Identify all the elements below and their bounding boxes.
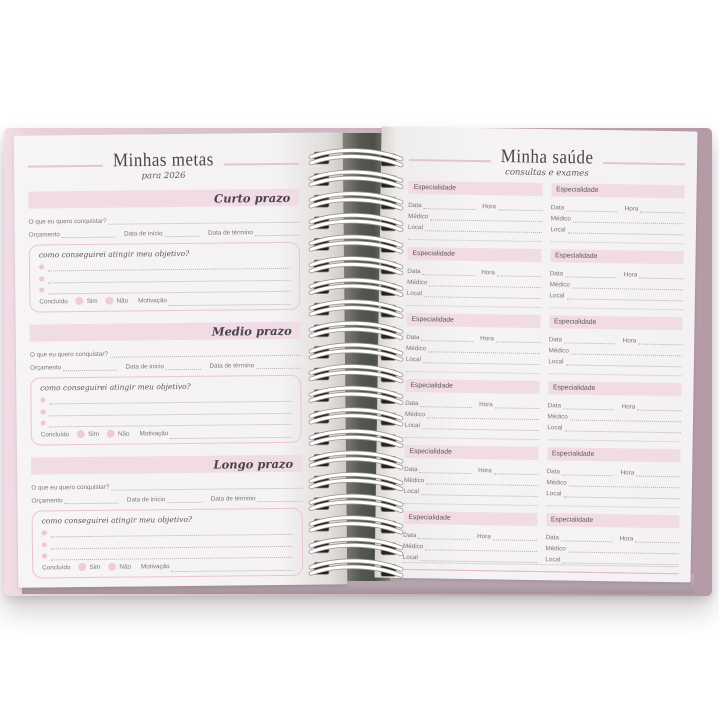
- goal-dates-row: [30, 358, 301, 372]
- time-label: Hora: [619, 535, 634, 543]
- time-label: Hora: [481, 269, 495, 277]
- card-separator-line: [550, 233, 684, 244]
- date-label: Data: [550, 204, 565, 212]
- place-label: Local: [546, 490, 562, 498]
- end-date-label: Data de término: [207, 229, 253, 237]
- no-label: Não: [119, 563, 131, 571]
- place-label: Local: [549, 292, 565, 300]
- date-label: Data: [546, 468, 561, 476]
- health-appointment-card: [549, 249, 683, 310]
- card-separator-line: [549, 299, 683, 310]
- end-date-writein-line: [256, 361, 301, 369]
- health-appointment-card: [404, 445, 538, 506]
- card-separator-line: [406, 363, 540, 374]
- health-appointment-card: [407, 247, 541, 308]
- right-page-title: Minha saúde: [500, 144, 594, 168]
- specialty-bar: [546, 513, 680, 528]
- goal-section: [30, 322, 302, 446]
- no-checkbox-circle-icon: [106, 297, 114, 305]
- specialty-label: Especialidade: [554, 252, 598, 260]
- date-label: Data: [545, 534, 559, 542]
- right-page-subtitle: consultas e exames: [505, 166, 589, 179]
- goal-section: [31, 455, 303, 579]
- doctor-label: Médico: [403, 476, 425, 485]
- goal-section: [28, 189, 300, 313]
- yes-checkbox-circle-icon: [77, 430, 85, 438]
- right-page-health: [374, 127, 697, 583]
- place-label: Local: [547, 424, 563, 432]
- goal-question-row: [28, 212, 299, 226]
- bullet-dot-icon: [40, 397, 45, 402]
- specialty-label: Especialidade: [413, 184, 456, 192]
- header-rule-right: [603, 162, 685, 165]
- motivation-writein-line: [169, 297, 291, 306]
- specialty-label: Especialidade: [409, 448, 452, 456]
- place-label: Local: [548, 358, 564, 366]
- goal-question-writein-line: [111, 481, 302, 491]
- goal-question-label: O que eu quero conquistar?: [28, 217, 107, 226]
- goal-section-bar: [30, 322, 301, 342]
- specialty-bar: [405, 379, 539, 394]
- date-label: Data: [404, 465, 418, 474]
- doctor-label: Médico: [547, 413, 568, 421]
- no-checkbox-circle-icon: [108, 563, 116, 571]
- health-cards-grid: [403, 181, 685, 574]
- doctor-label: Médico: [408, 212, 429, 221]
- bullet-dot-icon: [39, 276, 44, 281]
- end-date-label: Data de término: [210, 495, 256, 503]
- goal-question-writein-line: [109, 215, 300, 225]
- time-label: Hora: [477, 533, 491, 541]
- card-separator-line: [546, 497, 680, 508]
- motivation-writein-line: [170, 430, 292, 439]
- goal-question-writein-line: [110, 348, 301, 358]
- budget-writein-line: [65, 496, 119, 505]
- end-date-label: Data de término: [209, 362, 255, 370]
- date-label: Data: [406, 333, 420, 342]
- date-label: Data: [405, 399, 419, 408]
- budget-label: Orçamento: [28, 231, 60, 239]
- budget-label: Orçamento: [30, 364, 62, 372]
- start-date-writein-line: [167, 495, 202, 503]
- card-separator-line: [404, 495, 538, 506]
- end-date-writein-line: [258, 494, 303, 502]
- bullet-dot-icon: [39, 288, 44, 293]
- health-appointment-card: [405, 379, 539, 440]
- doctor-label: Médico: [407, 278, 428, 287]
- place-label: Local: [403, 487, 419, 496]
- date-label: Data: [403, 531, 417, 540]
- start-date-writein-line: [165, 229, 200, 237]
- goal-plan-box: [32, 508, 304, 579]
- no-label: Não: [117, 430, 130, 438]
- motivation-label: Motivação: [139, 429, 169, 437]
- specialty-label: Especialidade: [408, 514, 451, 522]
- goal-plan-box: [30, 375, 302, 446]
- goal-done-row: [41, 426, 292, 441]
- budget-writein-line: [63, 363, 117, 372]
- specialty-label: Especialidade: [552, 384, 596, 392]
- start-date-writein-line: [166, 362, 201, 370]
- goal-question-row: [30, 345, 301, 359]
- time-label: Hora: [623, 271, 638, 279]
- bullet-dot-icon: [42, 542, 47, 547]
- spiral-binding-icon: [298, 136, 414, 588]
- place-label: Local: [550, 226, 566, 234]
- motivation-writein-line: [172, 563, 294, 572]
- health-appointment-card: [548, 315, 682, 376]
- goal-done-row: [39, 293, 290, 308]
- motivation-label: Motivação: [140, 562, 170, 570]
- time-label: Hora: [478, 467, 492, 475]
- start-date-label: Data de início: [125, 363, 165, 371]
- goal-section-bar: [28, 189, 299, 209]
- time-label: Hora: [479, 401, 493, 409]
- specialty-label: Especialidade: [551, 450, 595, 458]
- yes-checkbox-circle-icon: [78, 563, 86, 571]
- goal-sections: [28, 189, 303, 579]
- footer-accent-line: [403, 569, 679, 574]
- specialty-label: Especialidade: [550, 516, 594, 524]
- motivation-label: Motivação: [138, 296, 167, 304]
- end-date-writein-line: [255, 228, 300, 236]
- doctor-label: Médico: [402, 542, 424, 551]
- bullet-dot-icon: [41, 409, 46, 414]
- date-label: Data: [408, 201, 422, 210]
- done-label: Concluído: [42, 563, 71, 571]
- place-label: Local: [404, 421, 420, 430]
- start-date-label: Data de início: [124, 230, 163, 238]
- goal-section-title: Longo prazo: [213, 456, 294, 472]
- done-label: Concluído: [40, 430, 70, 438]
- yes-checkbox-circle-icon: [76, 297, 84, 305]
- plan-question-label: como conseguirei atingir meu objetivo?: [40, 381, 191, 393]
- health-appointment-card: [550, 183, 684, 244]
- place-label: Local: [405, 355, 422, 364]
- specialty-bar: [403, 511, 537, 526]
- goal-section-title: Curto prazo: [213, 190, 291, 206]
- yes-label: Sim: [89, 563, 101, 571]
- card-separator-line: [408, 231, 542, 242]
- time-label: Hora: [624, 205, 639, 213]
- header-rule-left: [409, 159, 491, 162]
- specialty-bar: [406, 313, 540, 328]
- card-separator-line: [548, 365, 682, 376]
- card-separator-line: [407, 297, 541, 308]
- place-label: Local: [402, 553, 418, 562]
- date-label: Data: [548, 336, 563, 344]
- doctor-label: Médico: [550, 215, 571, 223]
- header-rule-right: [224, 163, 299, 166]
- bullet-dot-icon: [42, 530, 47, 535]
- place-label: Local: [406, 289, 423, 298]
- time-label: Hora: [620, 469, 635, 477]
- specialty-label: Especialidade: [556, 186, 599, 194]
- time-label: Hora: [621, 403, 636, 411]
- doctor-label: Médico: [546, 479, 567, 487]
- date-label: Data: [549, 270, 564, 278]
- place-label: Local: [545, 556, 561, 564]
- health-appointment-card: [406, 313, 540, 374]
- specialty-bar: [404, 445, 538, 460]
- start-date-label: Data de início: [126, 496, 166, 504]
- date-label: Data: [407, 267, 421, 276]
- no-checkbox-circle-icon: [107, 430, 115, 438]
- goal-dates-row: [31, 491, 302, 505]
- bullet-dot-icon: [41, 421, 46, 426]
- left-page-subtitle: para 2026: [141, 170, 186, 181]
- specialty-label: Especialidade: [412, 250, 455, 258]
- specialty-bar: [409, 181, 543, 196]
- goal-question-label: O que eu quero conquistar?: [29, 350, 109, 359]
- time-label: Hora: [622, 337, 637, 345]
- card-separator-line: [547, 431, 681, 442]
- doctor-label: Médico: [545, 545, 566, 553]
- health-appointment-card: [547, 381, 681, 442]
- health-appointment-card: [546, 447, 680, 508]
- header-rule-left: [28, 165, 103, 168]
- plan-question-label: como conseguirei atingir meu objetivo?: [38, 248, 190, 260]
- no-label: Não: [116, 297, 129, 305]
- yes-label: Sim: [88, 430, 100, 438]
- specialty-label: Especialidade: [410, 382, 453, 390]
- doctor-label: Médico: [549, 281, 570, 289]
- goal-dates-row: [29, 225, 300, 239]
- left-page-title: Minhas metas: [112, 147, 214, 171]
- time-label: Hora: [482, 203, 496, 211]
- budget-writein-line: [62, 230, 116, 239]
- date-label: Data: [547, 402, 562, 410]
- goal-section-title: Medio prazo: [211, 323, 292, 339]
- plan-question-label: como conseguirei atingir meu objetivo?: [41, 514, 193, 526]
- goal-section-bar: [31, 455, 302, 475]
- left-page-header: [28, 145, 299, 186]
- goal-question-row: [31, 478, 302, 492]
- specialty-bar: [550, 249, 684, 264]
- done-label: Concluído: [39, 297, 68, 305]
- goal-question-label: O que eu quero conquistar?: [31, 483, 110, 492]
- time-label: Hora: [480, 335, 494, 343]
- health-appointment-card: [408, 181, 542, 242]
- doctor-label: Médico: [548, 347, 569, 355]
- card-separator-line: [405, 429, 539, 440]
- doctor-label: Médico: [406, 344, 427, 353]
- specialty-bar: [549, 315, 683, 330]
- goal-plan-box: [29, 242, 301, 313]
- specialty-label: Especialidade: [411, 316, 454, 324]
- specialty-bar: [551, 183, 685, 198]
- doctor-label: Médico: [404, 410, 426, 419]
- bullet-dot-icon: [39, 264, 44, 269]
- specialty-bar: [407, 247, 541, 262]
- right-page-header: [409, 141, 686, 183]
- bullet-dot-icon: [42, 554, 47, 559]
- specialty-label: Especialidade: [553, 318, 597, 326]
- yes-label: Sim: [86, 297, 98, 305]
- specialty-bar: [548, 381, 682, 396]
- place-label: Local: [407, 223, 424, 232]
- budget-label: Orçamento: [31, 497, 63, 505]
- goal-done-row: [42, 559, 293, 574]
- specialty-bar: [547, 447, 681, 462]
